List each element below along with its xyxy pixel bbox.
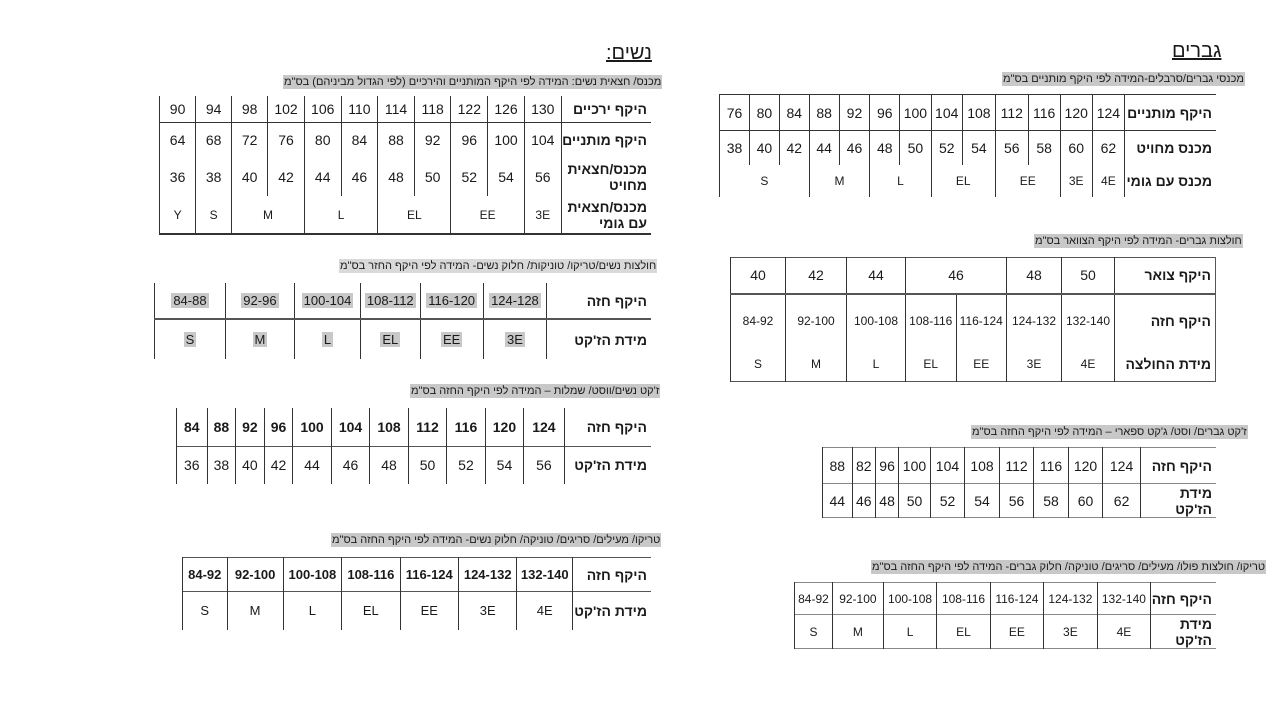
women-shirts-label-size: מידת הז'קט	[574, 331, 647, 348]
cell: 100-108	[283, 558, 341, 592]
men-shirts-label-neck: היקף צואר	[1144, 267, 1211, 284]
cell: 106	[304, 96, 341, 122]
cell: 50	[900, 131, 931, 165]
cell: 92-100	[227, 558, 283, 592]
cell: 104	[524, 122, 561, 158]
cell: EE	[990, 615, 1043, 649]
cell: 58	[1034, 484, 1069, 518]
cell: 84-92	[795, 583, 833, 615]
cell: 42	[786, 258, 847, 294]
cell: L	[883, 615, 937, 649]
cell: 116-124	[956, 294, 1007, 348]
cell: 50	[1062, 258, 1115, 294]
cell: 88	[378, 122, 415, 158]
cell: 48	[378, 158, 415, 196]
cell: 108-116	[906, 294, 957, 348]
cell: 108	[962, 95, 995, 131]
cell: 92-100	[832, 583, 883, 615]
cell: 52	[930, 484, 965, 518]
women-jacket-table	[176, 408, 651, 484]
cell: 60	[1068, 484, 1103, 518]
cell: 46	[341, 158, 378, 196]
cell: EE	[451, 196, 524, 234]
cell: 92-96	[243, 293, 277, 308]
cell: 50	[408, 446, 446, 484]
cell: 96	[451, 122, 488, 158]
cell: 52	[447, 446, 485, 484]
cell: 100	[900, 95, 931, 131]
cell: 48	[875, 484, 898, 518]
women-pants-caption: מכנס/ חצאית נשים: המידה לפי היקף המותניים והירכיים (לפי הגדול מביניהם) בס"מ	[284, 76, 662, 88]
cell: 92	[414, 122, 451, 158]
cell: 92	[839, 95, 870, 131]
cell: M	[832, 615, 883, 649]
cell: 42	[264, 446, 293, 484]
cell: S	[731, 348, 786, 382]
cell: 92-100	[786, 294, 847, 348]
cell: 100	[899, 448, 930, 484]
cell: 118	[414, 96, 451, 122]
cell: EL	[378, 196, 451, 234]
men-knit-label-size: מידת הז'קט	[1175, 615, 1212, 648]
cell: S	[720, 165, 810, 197]
cell: EL	[937, 615, 990, 649]
women-pants-table	[159, 96, 651, 235]
cell: 72	[232, 122, 268, 158]
cell: 104	[930, 448, 965, 484]
cell: 62	[1092, 131, 1124, 165]
cell: 124	[1092, 95, 1124, 131]
cell: 42	[779, 131, 809, 165]
cell: 46	[852, 484, 875, 518]
cell: 94	[196, 96, 232, 122]
men-knit-table	[794, 582, 1216, 649]
cell: 80	[750, 95, 780, 131]
cell: M	[227, 592, 283, 630]
men-jacket-caption: ז'קט גברים/ וסט/ ג'קט ספארי – המידה לפי היקף החזה בס"מ	[972, 426, 1247, 438]
cell: 132-140	[1062, 294, 1115, 348]
cell: L	[847, 348, 906, 382]
cell: 40	[731, 258, 786, 294]
cell: 54	[962, 131, 995, 165]
cell: 88	[207, 408, 236, 446]
cell: EE	[956, 348, 1007, 382]
cell: 116	[1034, 448, 1069, 484]
cell: 56	[995, 131, 1028, 165]
women-shirts-label-chest: היקף חזה	[586, 292, 647, 309]
women-knit-label-chest: היקף חזה	[586, 566, 647, 583]
cell: 56	[524, 158, 561, 196]
cell: 3E	[1044, 615, 1098, 649]
cell: 50	[899, 484, 930, 518]
cell: 116	[1028, 95, 1060, 131]
women-pants-label-tailored: מכנס/חצאית מחויט	[567, 161, 647, 193]
cell: 38	[720, 131, 750, 165]
cell: 108-116	[937, 583, 990, 615]
cell: 50	[414, 158, 451, 196]
cell: L	[870, 165, 931, 197]
cell: 88	[809, 95, 839, 131]
cell: 116-124	[990, 583, 1043, 615]
cell: S	[185, 332, 195, 347]
cell: 96	[870, 95, 900, 131]
cell: EE	[400, 592, 458, 630]
cell: L	[323, 332, 332, 347]
cell: 132-140	[1097, 583, 1151, 615]
cell: 120	[1060, 95, 1092, 131]
cell: 84-88	[173, 293, 207, 308]
cell: 40	[750, 131, 780, 165]
cell: 36	[160, 158, 196, 196]
cell: 112	[995, 95, 1028, 131]
women-jacket-label-size: מידת הז'קט	[574, 457, 647, 474]
women-pants-label-waist: היקף מותניים	[562, 132, 647, 149]
cell: 52	[451, 158, 488, 196]
cell: 46	[906, 258, 1007, 294]
cell: 46	[331, 446, 370, 484]
cell: 96	[875, 448, 898, 484]
women-knit-label-size: מידת הז'קט	[574, 602, 647, 619]
cell: 124-128	[491, 293, 539, 308]
cell: 76	[268, 122, 305, 158]
men-jacket-label-chest: היקף חזה	[1151, 457, 1212, 474]
cell: 84	[177, 408, 208, 446]
cell: 120	[485, 408, 524, 446]
cell: 3E	[506, 332, 523, 347]
cell: 3E	[458, 592, 516, 630]
cell: 104	[931, 95, 962, 131]
women-knit-table	[182, 557, 651, 630]
cell: 114	[378, 96, 415, 122]
cell: 4E	[1062, 348, 1115, 382]
cell: S	[795, 615, 833, 649]
cell: EE	[995, 165, 1060, 197]
cell: 110	[341, 96, 378, 122]
cell: 112	[999, 448, 1034, 484]
cell: 52	[931, 131, 962, 165]
cell: L	[304, 196, 377, 234]
cell: S	[196, 196, 232, 234]
cell: 68	[196, 122, 232, 158]
cell: 58	[1028, 131, 1060, 165]
cell: EE	[442, 332, 461, 347]
women-knit-caption: טריקו/ מעילים/ סריגים/ טוניקה/ חלוק נשים- המידה לפי היקף החזה בס"מ	[332, 534, 661, 546]
cell: 124-132	[1044, 583, 1098, 615]
men-pants-label-elastic: מכנס עם גומי	[1126, 172, 1212, 189]
cell: 120	[1068, 448, 1103, 484]
women-pants-label-elastic: מכנס/חצאית עם גומי	[567, 198, 647, 231]
cell: 38	[207, 446, 236, 484]
cell: 116-120	[428, 293, 476, 308]
cell: 38	[196, 158, 232, 196]
cell: 40	[232, 158, 268, 196]
cell: EL	[382, 332, 399, 347]
cell: 116	[447, 408, 485, 446]
cell: 3E	[524, 196, 561, 234]
cell: 42	[268, 158, 305, 196]
cell: EL	[906, 348, 957, 382]
cell: 54	[488, 158, 525, 196]
cell: 4E	[1097, 615, 1151, 649]
women-jacket-caption: ז'קט נשים/ווסט/ שמלות – המידה לפי היקף החזה בס"מ	[411, 385, 660, 397]
cell: 48	[870, 131, 900, 165]
cell: 84	[341, 122, 378, 158]
men-title: גברים	[1172, 40, 1222, 62]
cell: 100-108	[847, 294, 906, 348]
cell: L	[283, 592, 341, 630]
cell: 98	[232, 96, 268, 122]
cell: 104	[331, 408, 370, 446]
cell: 54	[965, 484, 1000, 518]
cell: 82	[852, 448, 875, 484]
cell: 4E	[1092, 165, 1124, 197]
women-pants-label-hips: היקף ירכיים	[572, 100, 647, 117]
cell: 40	[236, 446, 265, 484]
cell: 108	[370, 408, 409, 446]
women-title: נשים:	[606, 42, 652, 64]
cell: 44	[847, 258, 906, 294]
cell: 108-112	[366, 293, 414, 308]
cell: 100-104	[303, 293, 352, 308]
cell: 54	[485, 446, 524, 484]
cell: 124	[524, 408, 564, 446]
cell: 36	[177, 446, 208, 484]
cell: Y	[160, 196, 196, 234]
men-pants-label-tailored: מכנס מחויט	[1136, 139, 1212, 156]
cell: S	[183, 592, 228, 630]
men-shirts-label-size: מידת החולצה	[1125, 356, 1211, 373]
cell: 3E	[1007, 348, 1062, 382]
cell: 116-124	[400, 558, 458, 592]
cell: 46	[839, 131, 870, 165]
cell: 100	[293, 408, 332, 446]
cell: 44	[304, 158, 341, 196]
women-shirts-table	[154, 283, 651, 359]
cell: 44	[809, 131, 839, 165]
women-shirts-caption: חולצות נשים/טריקו/ טוניקות/ חלוק נשים- המידה לפי היקף החזר בס"מ	[340, 260, 657, 272]
cell: 122	[451, 96, 488, 122]
cell: 88	[823, 448, 853, 484]
cell: 92	[236, 408, 265, 446]
men-knit-caption: טריקו/ חולצות פולו/ מעילים/ סריגים/ טוניקה/ חלוק גברים- המידה לפי היקף החזה בס"מ	[872, 561, 1266, 573]
cell: 124-132	[458, 558, 516, 592]
cell: 62	[1103, 484, 1141, 518]
men-pants-table	[719, 94, 1216, 197]
cell: 124	[1103, 448, 1141, 484]
cell: 76	[720, 95, 750, 131]
cell: 130	[524, 96, 561, 122]
cell: M	[254, 332, 266, 347]
men-shirts-table	[730, 257, 1216, 382]
cell: 100-108	[883, 583, 937, 615]
cell: EL	[931, 165, 995, 197]
cell: 84	[779, 95, 809, 131]
men-shirts-label-chest: היקף חזה	[1150, 313, 1211, 329]
cell: 108	[965, 448, 1000, 484]
cell: 84-92	[183, 558, 228, 592]
cell: 132-140	[517, 558, 573, 592]
cell: 48	[1007, 258, 1062, 294]
men-knit-label-chest: היקף חזה	[1151, 590, 1212, 607]
cell: 100	[488, 122, 525, 158]
cell: 60	[1060, 131, 1092, 165]
cell: 56	[524, 446, 564, 484]
men-jacket-label-size: מידת הז'קט	[1175, 484, 1212, 517]
men-pants-label-waist: היקף מותניים	[1127, 104, 1212, 121]
cell: M	[809, 165, 870, 197]
cell: M	[232, 196, 305, 234]
cell: 84-92	[731, 294, 786, 348]
cell: 3E	[1060, 165, 1092, 197]
men-jacket-table	[822, 447, 1216, 518]
cell: 4E	[517, 592, 573, 630]
men-shirts-caption: חולצות גברים- המידה לפי היקף הצוואר בס"מ	[1035, 235, 1242, 247]
cell: 102	[268, 96, 305, 122]
cell: 80	[304, 122, 341, 158]
cell: 112	[408, 408, 446, 446]
cell: M	[786, 348, 847, 382]
cell: 44	[293, 446, 332, 484]
cell: EL	[342, 592, 400, 630]
men-pants-caption: מכנסי גברים/סרבלים-המידה לפי היקף מותניים בס"מ	[1003, 73, 1244, 85]
cell: 64	[160, 122, 196, 158]
cell: 96	[264, 408, 293, 446]
cell: 90	[160, 96, 196, 122]
cell: 124-132	[1007, 294, 1062, 348]
cell: 48	[370, 446, 409, 484]
cell: 44	[823, 484, 853, 518]
cell: 56	[999, 484, 1034, 518]
cell: 126	[488, 96, 525, 122]
cell: 108-116	[342, 558, 400, 592]
women-jacket-label-chest: היקף חזה	[586, 418, 647, 435]
